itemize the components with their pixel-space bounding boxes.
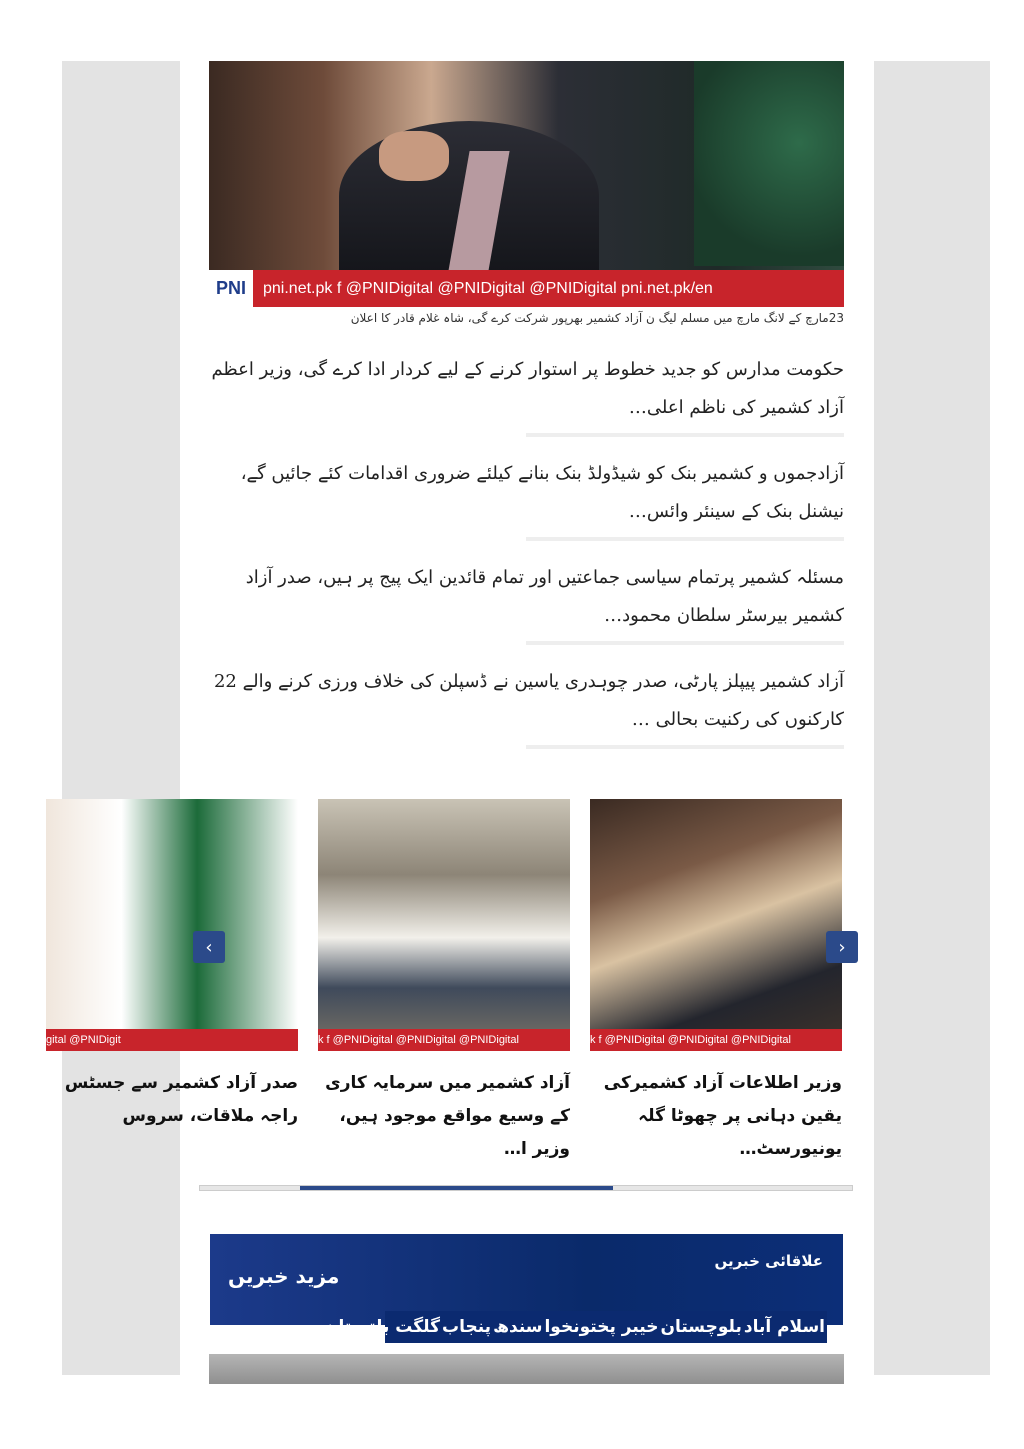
related-news-item[interactable]: حکومت مدارس کو جدید خطوط پر استوار کرنے کے لیے کردار ادا کرے گی، وزیر اعظم آزاد کشمیر کی ناظم اعلی… — [209, 351, 844, 437]
hero-caption: 23مارچ کے لانگ مارچ میں مسلم لیگ ن آزاد کشمیر بھرپور شرکت کرے گی، شاہ غلام قادر کا اعلان — [350, 311, 844, 325]
region-tabs — [323, 1311, 827, 1343]
watermark-text: pni.net.pk f @PNIDigital @PNIDigital @PNIDigital pni.net.pk/en — [263, 279, 713, 297]
news-carousel — [46, 793, 860, 1203]
tab-sindh[interactable]: سندھ — [493, 1317, 543, 1337]
slide-image[interactable] — [46, 799, 298, 1051]
carousel-slide[interactable] — [318, 799, 570, 1166]
hero-image[interactable] — [209, 61, 844, 307]
slide-watermark: k f @PNIDigital @PNIDigital @PNIDigital — [318, 1029, 570, 1051]
slide-watermark: k f @PNIDigital @PNIDigital @PNIDigital — [590, 1029, 842, 1051]
carousel-slide[interactable] — [46, 799, 298, 1133]
slide-watermark: gital @PNIDigit — [46, 1029, 298, 1051]
regional-news-category[interactable]: علاقائی خبریں — [714, 1252, 823, 1270]
related-news-item[interactable]: آزاد کشمیر پیپلز پارٹی، صدر چوہدری یاسین نے ڈسپلن کی خلاف ورزی کرنے والے 22 کارکنوں کی رکنیت بحالی … — [209, 663, 844, 749]
tab-islamabad[interactable]: اسلام آباد — [743, 1317, 825, 1337]
more-news-heading[interactable]: مزید خبریں — [228, 1264, 340, 1288]
pni-logo: PNI — [209, 270, 253, 307]
hand-graphic — [379, 131, 449, 181]
slide-title[interactable]: وزیر اطلاعات آزاد کشمیرکی یقین دہانی پر چھوٹا گلہ یونیورسٹ… — [603, 1073, 842, 1159]
tab-gilgit-baltistan[interactable]: گلگت بلتستان — [323, 1317, 441, 1337]
flag-graphic — [694, 61, 844, 266]
tab-balochistan[interactable]: بلوچستان — [660, 1317, 742, 1337]
right-sidebar-gutter — [874, 61, 990, 1375]
chevron-left-icon: ‹ — [205, 936, 213, 958]
carousel-track — [46, 799, 860, 1159]
tab-khyber-pakhtunkhwa[interactable]: خیبر پختونخوا — [544, 1317, 659, 1337]
carousel-progress-fill — [300, 1186, 613, 1190]
left-sidebar-gutter — [62, 61, 180, 1375]
carousel-next-button[interactable] — [826, 931, 858, 963]
slide-title[interactable]: صدر آزاد کشمیر سے جسٹس راجہ ملاقات، سروس — [64, 1073, 298, 1126]
slide-image[interactable] — [318, 799, 570, 1051]
main-content — [46, 61, 874, 1375]
slide-title[interactable]: آزاد کشمیر میں سرمایہ کاری کے وسیع مواقع موجود ہیں، وزیر ا… — [325, 1073, 570, 1159]
carousel-slide[interactable] — [590, 799, 842, 1166]
related-news-list — [209, 351, 844, 767]
slide-image[interactable] — [590, 799, 842, 1051]
carousel-prev-button[interactable] — [193, 931, 225, 963]
watermark-bar — [209, 270, 844, 307]
chevron-right-icon: › — [838, 936, 846, 958]
tab-punjab[interactable]: پنجاب — [442, 1317, 492, 1337]
next-article-image[interactable] — [209, 1354, 844, 1384]
related-news-item[interactable]: مسئلہ کشمیر پرتمام سیاسی جماعتیں اور تمام قائدین ایک پیج پر ہیں، صدر آزاد کشمیر بیرسٹر سلطان محمود… — [209, 559, 844, 645]
related-news-item[interactable]: آزادجموں و کشمیر بنک کو شیڈولڈ بنک بنانے کیلئے ضروری اقدامات کئے جائیں گے، نیشنل بنک کے سینئر وائس… — [209, 455, 844, 541]
carousel-progress-bar[interactable] — [199, 1185, 853, 1191]
